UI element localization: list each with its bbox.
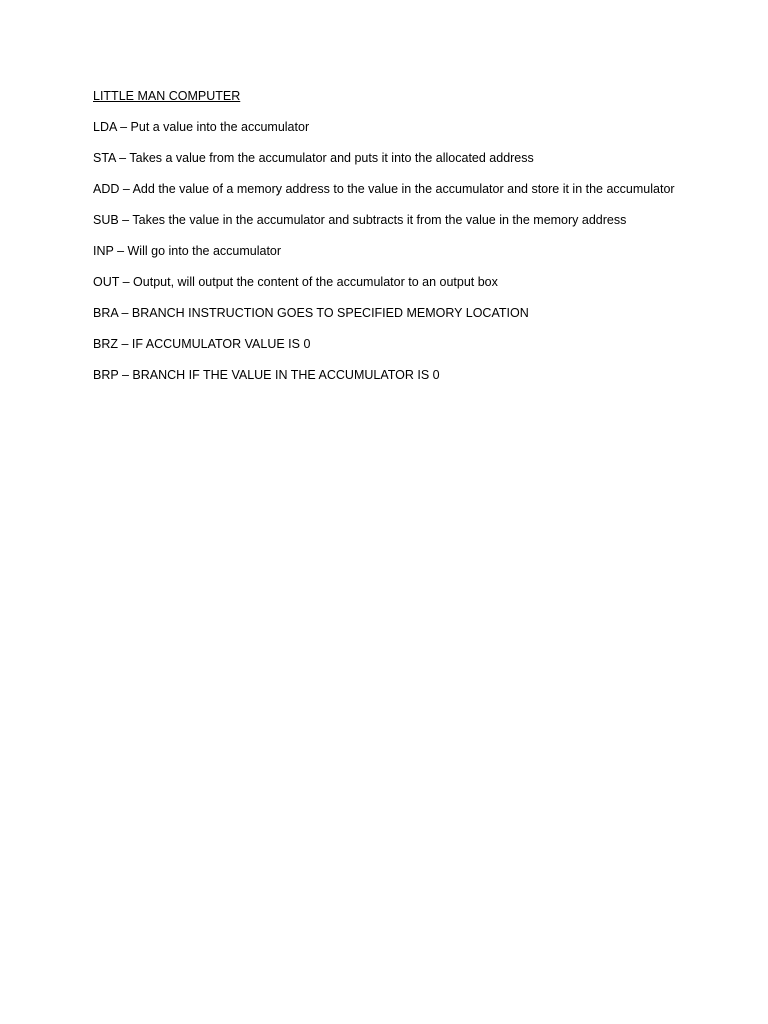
instruction-line-inp: INP – Will go into the accumulator: [93, 244, 282, 258]
document-title: LITTLE MAN COMPUTER: [93, 89, 241, 103]
instruction-line-brp: BRP – BRANCH IF THE VALUE IN THE ACCUMULATOR IS 0: [93, 368, 440, 382]
instruction-line-bra: BRA – BRANCH INSTRUCTION GOES TO SPECIFIED MEMORY LOCATION: [93, 306, 529, 320]
instruction-line-brz: BRZ – IF ACCUMULATOR VALUE IS 0: [93, 337, 311, 351]
instruction-line-lda: LDA – Put a value into the accumulator: [93, 120, 310, 134]
document-body: [93, 87, 678, 397]
instruction-line-sub: SUB – Takes the value in the accumulator and subtracts it from the value in the memory address: [93, 213, 627, 227]
instruction-line-sta: STA – Takes a value from the accumulator and puts it into the allocated address: [93, 151, 534, 165]
instruction-line-add: ADD – Add the value of a memory address to the value in the accumulator and store it in the accumulator: [93, 182, 675, 196]
instruction-line-out: OUT – Output, will output the content of the accumulator to an output box: [93, 275, 498, 289]
